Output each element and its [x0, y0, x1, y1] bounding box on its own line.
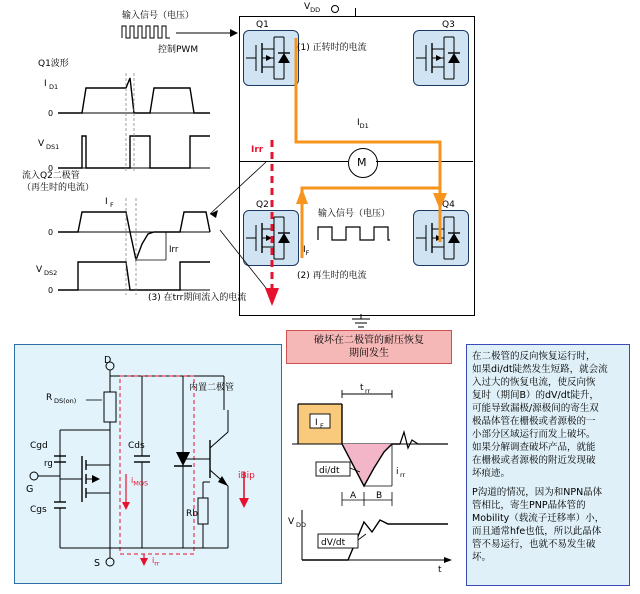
- q4-label: Q4: [442, 200, 455, 210]
- explanation-line: 管相比，寄生PNP晶体管的: [472, 500, 586, 511]
- explanation-line: 而且通常hfe也低，所以此晶体: [472, 526, 602, 537]
- explanation-line: P沟道的情况，因为和NPN晶体: [472, 487, 603, 498]
- id1-label-bridge: $I_{D1}$: [357, 118, 369, 130]
- svg-text:rr: rr: [365, 387, 371, 395]
- svg-text:Irr: Irr: [169, 245, 179, 255]
- svg-text:di/dt: di/dt: [319, 466, 340, 476]
- svg-text:0: 0: [48, 109, 54, 118]
- svg-text:I: I: [105, 197, 108, 207]
- svg-text:F: F: [320, 422, 324, 430]
- svg-text:dV/dt: dV/dt: [321, 538, 346, 548]
- pwm-waveform-icon: [122, 22, 170, 40]
- banner-line-1: 破坏在二极管的耐压恢复: [314, 335, 424, 346]
- svg-text:G: G: [26, 484, 34, 495]
- svg-text:I: I: [315, 418, 318, 428]
- svg-text:rr: rr: [400, 471, 406, 479]
- q2-diode-title: 流入Q2二极管: [22, 171, 80, 181]
- svg-text:Cds: Cds: [128, 441, 145, 451]
- svg-text:V: V: [38, 139, 45, 149]
- motor-label: M: [357, 156, 367, 169]
- explanation-line: Mobility（载流子迁移率）小，: [472, 513, 605, 524]
- explanation-line: 复时（期间B）的dV/dt陡升，: [472, 390, 600, 401]
- input-signal-label: 输入信号（电压）: [122, 11, 195, 21]
- body-diode-label: 内置二极管: [189, 383, 235, 393]
- svg-text:A: A: [350, 491, 357, 501]
- explanation-line: 小部分区域运行而发上破坏。: [472, 429, 596, 440]
- svg-text:S: S: [94, 558, 101, 569]
- svg-text:DS2: DS2: [44, 269, 58, 277]
- explanation-line: 如果分解调查破坏产品，就能: [472, 442, 596, 453]
- explanation-line: 入过大的恢复电流，使反向恢: [472, 377, 596, 388]
- regen-current-note: (2) 再生时的电流: [297, 271, 367, 281]
- q1-label: Q1: [256, 20, 269, 30]
- explanation-line: 在二极管的反向恢复运行时，: [472, 351, 596, 362]
- svg-text:D: D: [104, 355, 112, 366]
- svg-text:Cgs: Cgs: [30, 505, 47, 515]
- vdd-terminal: [331, 5, 339, 13]
- regen-input-label: 输入信号（电压）: [318, 209, 391, 219]
- svg-text:B: B: [376, 491, 383, 501]
- explanation-line: 坏。: [472, 552, 492, 563]
- svg-text:i: i: [396, 467, 399, 477]
- ibip-label: iBip: [238, 471, 255, 481]
- q1-waveform-plot: [30, 68, 215, 178]
- irr-label-panel: $i_{rr}$: [152, 556, 160, 568]
- pwm-control-label: 控制PWM: [158, 45, 199, 55]
- svg-text:DS1: DS1: [46, 143, 60, 151]
- destruction-banner: [286, 330, 452, 364]
- recovery-waveform-plot: [288, 382, 458, 575]
- svg-text:Rb: Rb: [186, 509, 198, 519]
- q3-label: Q3: [442, 20, 455, 30]
- explanation-line: 极晶体管在栅极或者源极的一: [472, 416, 596, 427]
- svg-text:t: t: [360, 383, 364, 393]
- q2-diode-title2: （再生时的电流）: [22, 183, 95, 193]
- leader-line-irr: [200, 160, 270, 300]
- regen-pwm-icon: [318, 222, 390, 244]
- svg-text:Cgd: Cgd: [30, 441, 48, 451]
- explanation-line: 在栅极或者源极的附近发现破: [472, 455, 596, 466]
- explanation-line: 坏痕迹。: [472, 468, 511, 479]
- svg-text:R: R: [46, 393, 53, 403]
- svg-text:V: V: [36, 265, 43, 275]
- svg-text:I: I: [44, 79, 47, 89]
- svg-text:t: t: [438, 565, 442, 575]
- explanation-text: [472, 350, 624, 564]
- trr-current-note: (3) 在trr期间流入的电流: [148, 293, 247, 303]
- imos-label: $i_{MOS}$: [131, 476, 149, 488]
- q2-diode-waveform-plot: [30, 190, 220, 300]
- forward-current-note: (1) 正转时的电流: [297, 43, 367, 53]
- svg-text:DD: DD: [296, 521, 307, 529]
- explanation-line: 管不易运行，也就不易发生破: [472, 539, 596, 550]
- if-label-bridge: $I_F$: [303, 245, 310, 257]
- svg-text:D1: D1: [49, 83, 59, 91]
- svg-text:0: 0: [48, 164, 54, 173]
- svg-text:0: 0: [48, 228, 54, 237]
- banner-line-2: 期间发生: [349, 348, 389, 359]
- irr-label-bridge: Irr: [251, 145, 264, 155]
- svg-text:V: V: [288, 517, 295, 527]
- q1-wave-title: Q1波形: [38, 59, 69, 69]
- mosfet-equivalent-circuit: [24, 352, 274, 578]
- q2-label: Q2: [256, 200, 269, 210]
- pwm-arrow-icon: [176, 28, 238, 44]
- svg-text:0: 0: [48, 286, 54, 295]
- explanation-line: 可能导致漏极/源极间的寄生双: [472, 403, 599, 414]
- svg-text:F: F: [110, 201, 114, 209]
- svg-text:rg: rg: [44, 459, 53, 469]
- explanation-line: 如果di/dt陡然发生短路，就会流: [472, 364, 608, 375]
- vdd-label: $V_{DD}$: [304, 2, 321, 14]
- svg-text:DS(on): DS(on): [54, 397, 77, 405]
- ground-symbol: [348, 314, 374, 330]
